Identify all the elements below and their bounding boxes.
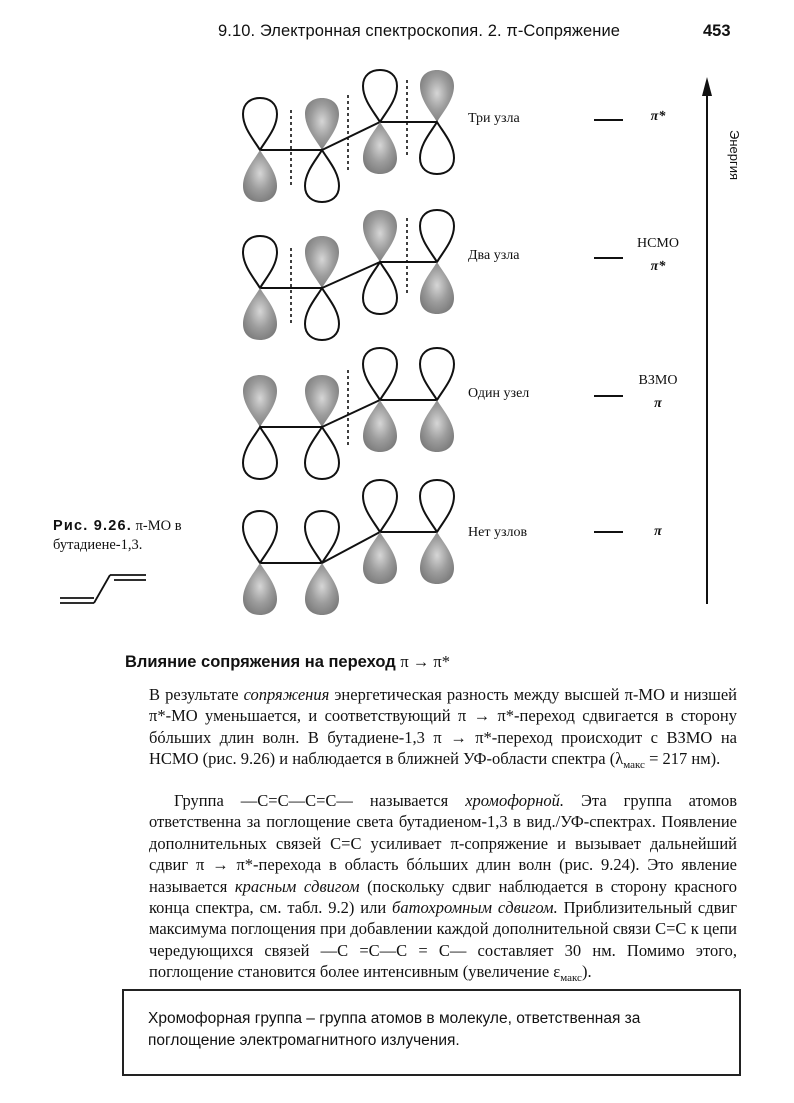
butadiene-structure bbox=[60, 575, 146, 603]
term-conjugation: сопряжения bbox=[243, 685, 330, 704]
level-tag-lumo: НСМО bbox=[636, 236, 679, 251]
text-run: Группа —C=C—C=C— называется bbox=[174, 791, 466, 810]
text-run: Эта группа атомов ответственна за поглощение света бутадиеном-1,3 в вид./УФ-спектрах. Появление дополнительных связей C=C усиливает π-сопряжение и вызывает дальнейший сдвиг π → π*-перехода в область бóльших длин волн (рис. 9.24). Это явление называется bbox=[149, 791, 737, 896]
level-symbol-pi: π bbox=[654, 396, 662, 411]
level-symbol-pi-star: π* bbox=[650, 259, 666, 274]
energy-axis bbox=[702, 77, 712, 604]
text-run: ). bbox=[581, 962, 592, 982]
text-run: (поскольку сдвиг наблюдается в сторону красного конца спектра, см. табл. 9.2) или bbox=[149, 876, 737, 918]
mo-row-two-nodes bbox=[243, 210, 454, 340]
level-tag-homo: ВЗМО bbox=[638, 373, 678, 388]
text-run: энергетическая разность между высшей π-МО и низшей π*-МО уменьшается, и соответствующий π → π*-переход сдвигается в сторону бóльших длин волн. В бутадиене-1,3 π → π*-переход происходит с ВЗМО на НСМО (рис. 9.26) и наблюдается в ближней УФ-области спектра (λ bbox=[149, 685, 737, 769]
term-chromophore: хромофорной. bbox=[465, 791, 565, 810]
definition-box bbox=[122, 989, 741, 1076]
level-symbol-pi-star: π* bbox=[650, 109, 666, 124]
mo-label-no-nodes: Нет узлов bbox=[468, 525, 528, 540]
section-heading bbox=[125, 652, 450, 672]
term-bathochromic-shift: батохромным сдвигом. bbox=[392, 898, 558, 918]
text-run: Приблизительный сдвиг максимума поглощения при добавлении каждой дополнительной связи C=C к цепи чередующихся связей —C =C—C = C— составляет 30 нм. Помимо этого, поглощение становится более интенсивным (увеличение ε bbox=[149, 898, 737, 982]
mo-label-one-node: Один узел bbox=[468, 386, 530, 401]
figure-number: Рис. 9.26. bbox=[53, 518, 132, 534]
page-number: 453 bbox=[703, 22, 731, 40]
section-heading-math: π → π* bbox=[400, 652, 450, 671]
running-head: 9.10. Электронная спектроскопия. 2. π-Сопряжение bbox=[218, 22, 621, 40]
subscript-max: макс bbox=[623, 759, 645, 772]
subscript-max: макс bbox=[560, 972, 582, 985]
mo-label-two-nodes: Два узла bbox=[468, 248, 520, 263]
section-heading-text: Влияние сопряжения на переход bbox=[125, 653, 401, 671]
definition-text: Хромофорная группа – группа атомов в молекуле, ответственная за поглощение электромагнитного излучения. bbox=[148, 1010, 641, 1049]
mo-label-three-nodes: Три узла bbox=[468, 111, 520, 126]
level-symbol-pi: π bbox=[654, 524, 662, 539]
body-paragraph-1 bbox=[149, 684, 737, 777]
energy-levels bbox=[594, 120, 623, 532]
energy-axis-label: Энергия bbox=[727, 130, 742, 181]
term-red-shift: красным сдвигом bbox=[234, 876, 360, 896]
figure-caption-text: π-МО в бутадиене-1,3. bbox=[53, 518, 182, 553]
figure-caption bbox=[53, 517, 223, 555]
mo-row-one-node bbox=[243, 348, 454, 479]
mo-row-three-nodes bbox=[243, 70, 454, 202]
text-run: = 217 нм). bbox=[644, 749, 721, 769]
mo-row-no-nodes bbox=[243, 480, 454, 615]
text-run: В результате bbox=[149, 685, 244, 704]
body-paragraph-2 bbox=[149, 790, 737, 990]
